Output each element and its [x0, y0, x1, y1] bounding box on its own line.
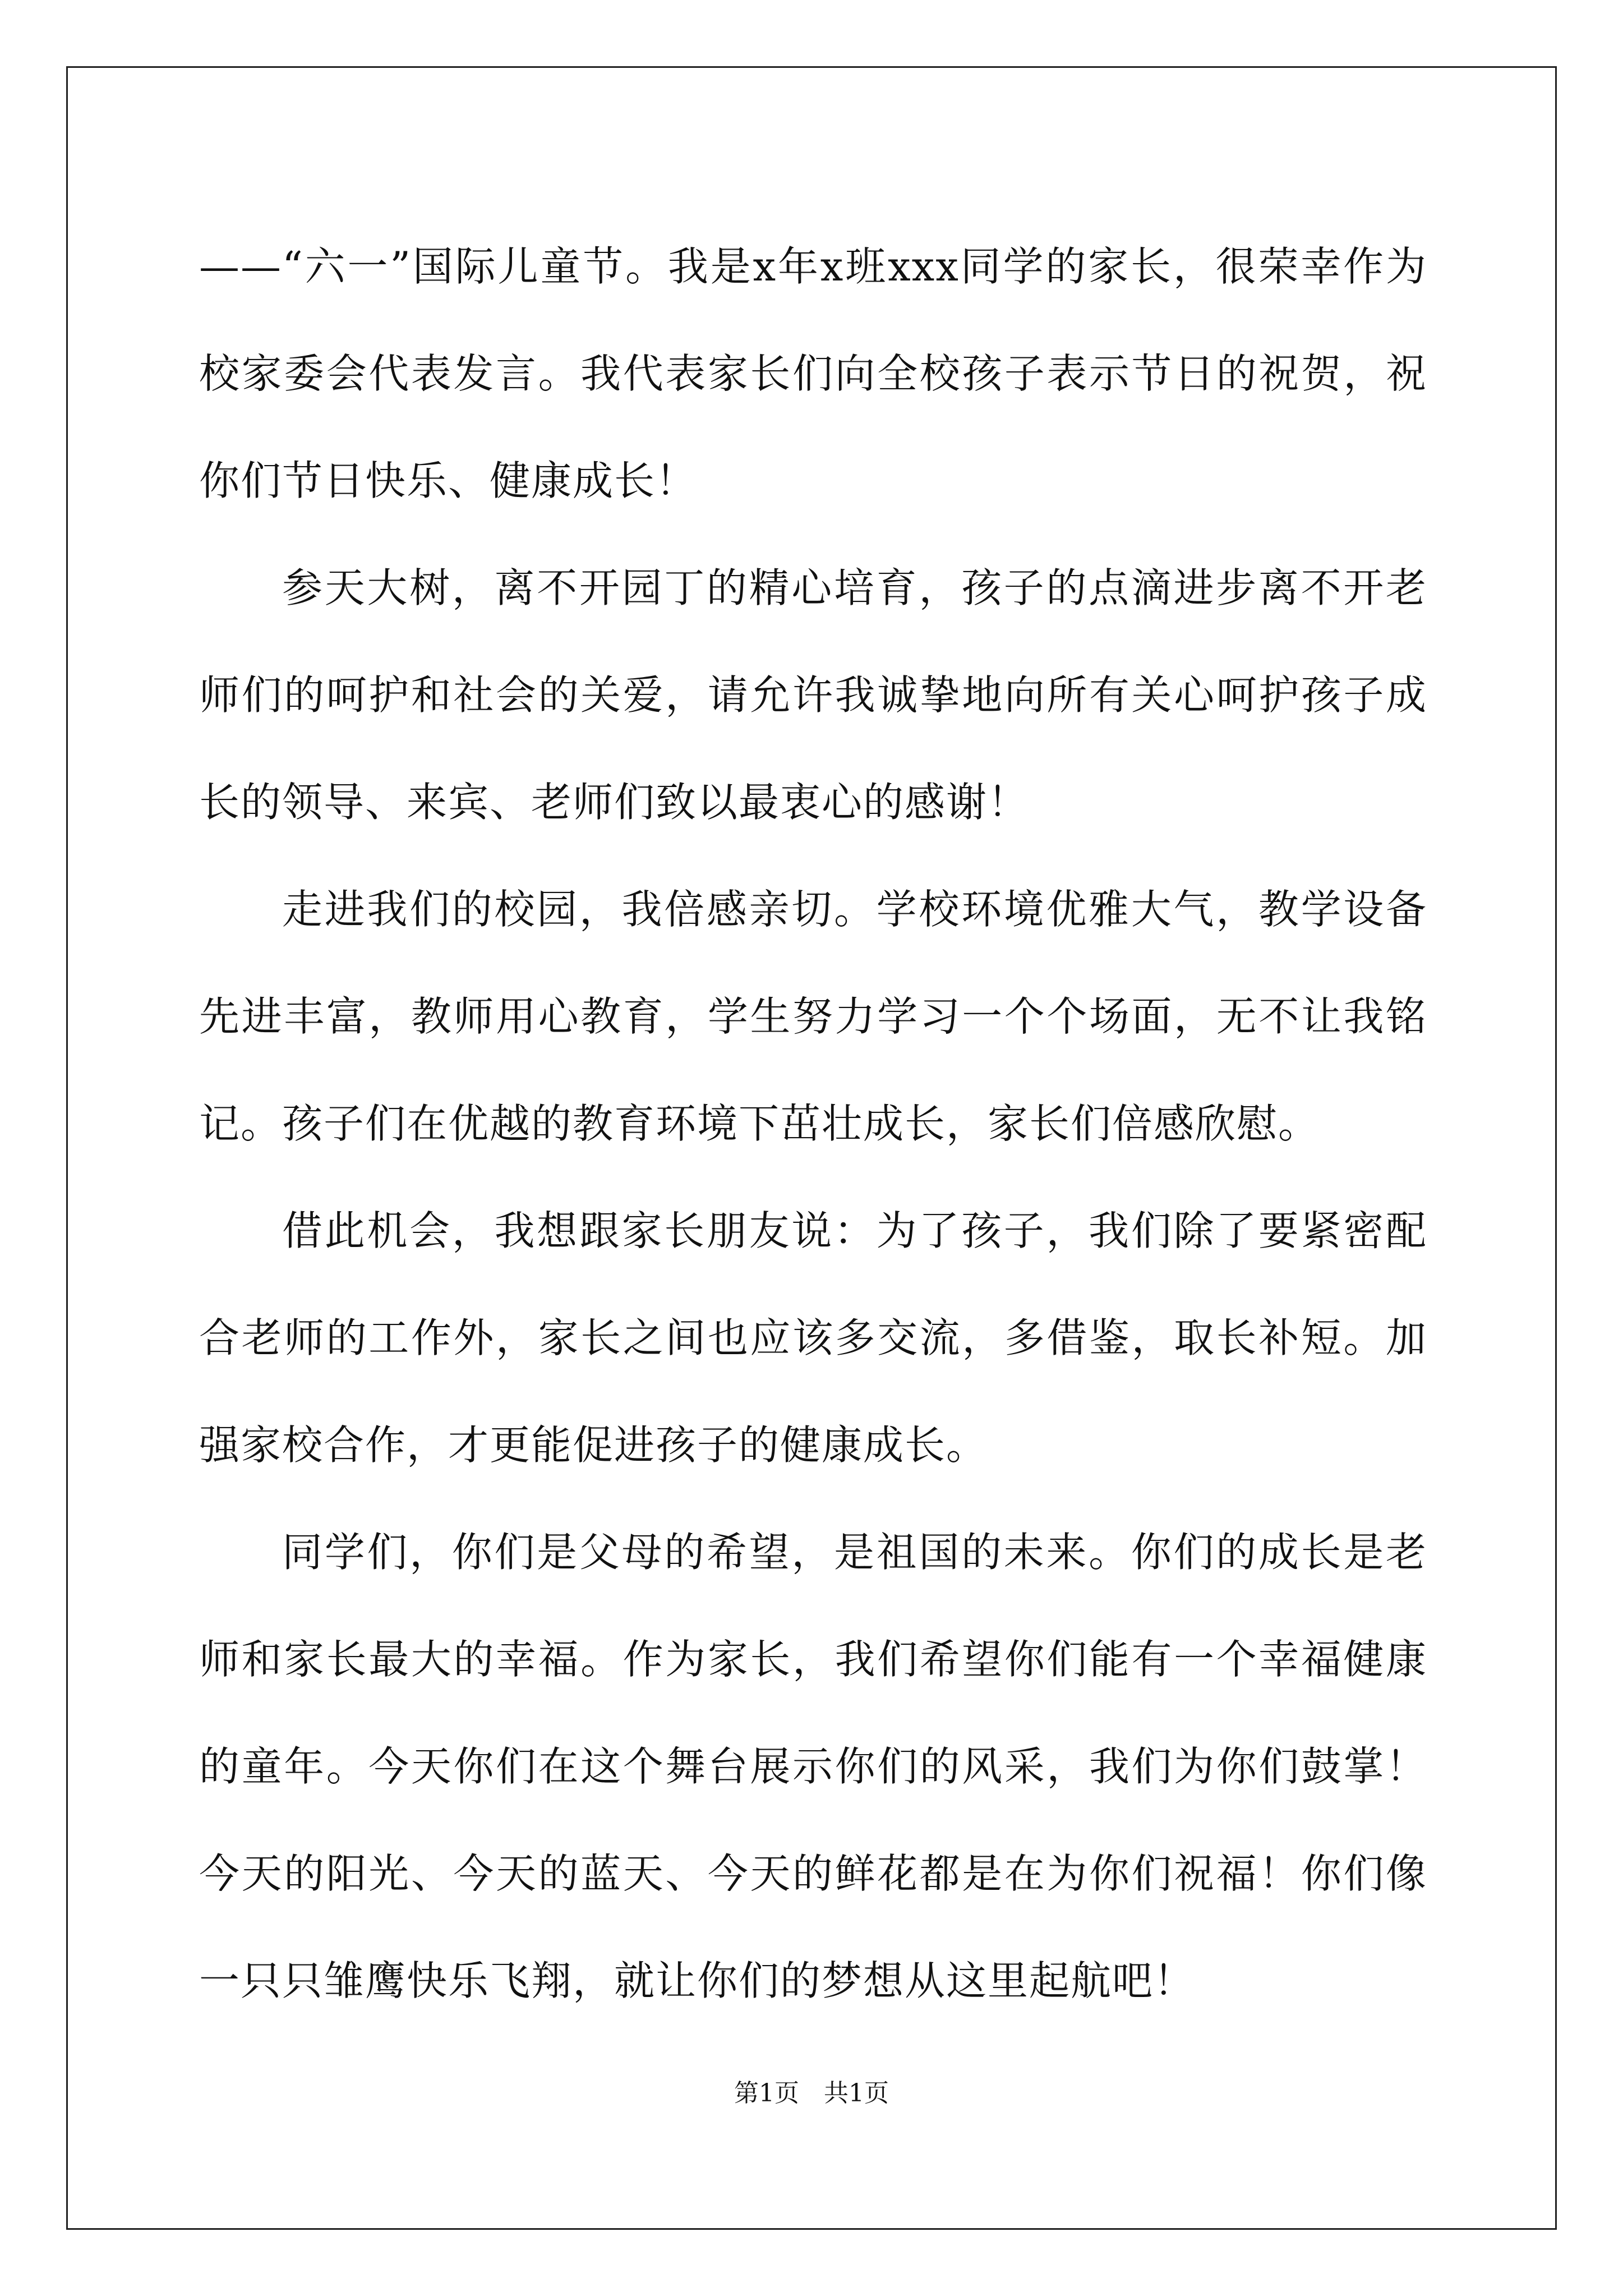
paragraph-1: ——“六一”国际儿童节。我是x年x班xxx同学的家长，很荣幸作为校家委会代表发言。我代表家长们向全校孩子表示节日的祝贺，祝你们节日快乐、健康成长！	[199, 243, 1427, 504]
paragraph-4: 借此机会，我想跟家长朋友说：为了孩子，我们除了要紧密配合老师的工作外，家长之间也应该多交流，多借鉴，取长补短。加强家校合作，才更能促进孩子的健康成长。	[199, 1207, 1427, 1469]
paragraph-2: 参天大树，离不开园丁的精心培育，孩子的点滴进步离不开老师们的呵护和社会的关爱，请允许我诚挚地向所有关心呵护孩子成长的领导、来宾、老师们致以最衷心的感谢！	[199, 564, 1427, 826]
paragraph-3: 走进我们的校园，我倍感亲切。学校环境优雅大气，教学设备先进丰富，教师用心教育，学生努力学习一个个场面，无不让我铭记。孩子们在优越的教育环境下茁壮成长，家长们倍感欣慰。	[199, 886, 1427, 1147]
page-footer: 第1页 共1页	[734, 2079, 889, 2108]
paragraph-5: 同学们，你们是父母的希望，是祖国的未来。你们的成长是老师和家长最大的幸福。作为家长，我们希望你们能有一个幸福健康的童年。今天你们在这个舞台展示你们的风采，我们为你们鼓掌！今天的阳光、今天的蓝天、今天的鲜花都是在为你们祝福！你们像一只只雏鹰快乐飞翔，就让你们的梦想从这里起航吧！	[199, 1529, 1427, 2004]
document-body	[199, 213, 1427, 2035]
